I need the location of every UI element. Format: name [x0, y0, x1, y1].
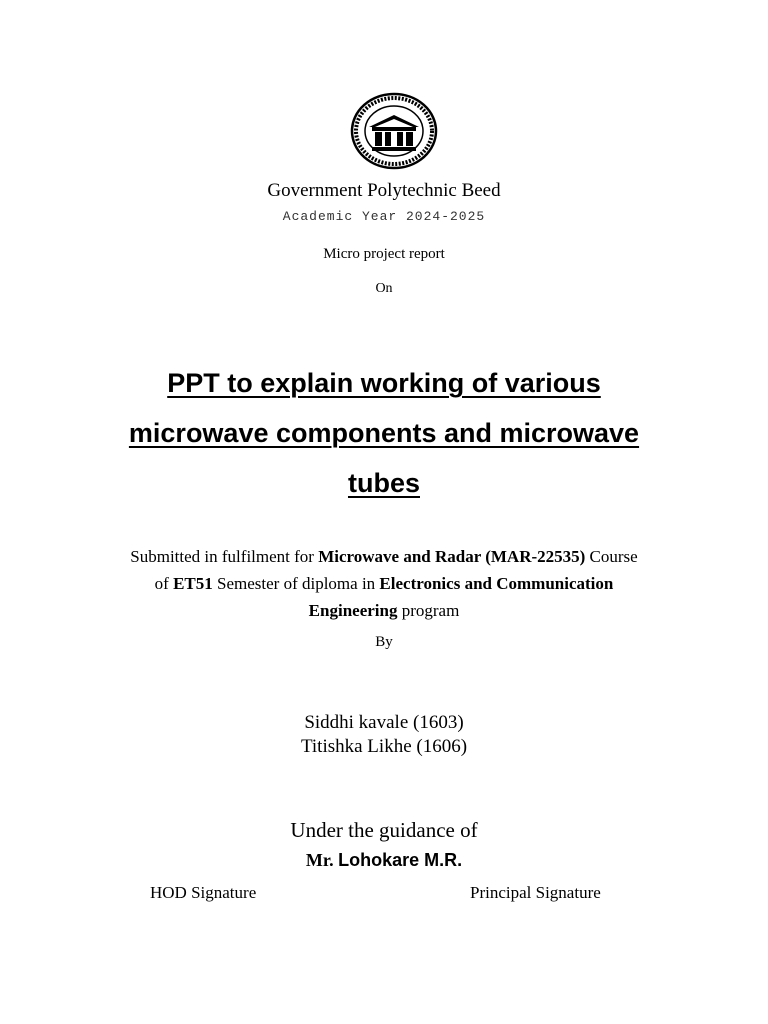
guide-name-text: Lohokare M.R.	[338, 850, 463, 870]
msbte-emblem-icon	[350, 92, 438, 170]
guidance-heading: Under the guidance of	[290, 818, 478, 842]
by-label: By	[375, 634, 393, 650]
submission-line-3	[0, 601, 768, 621]
submission-line-2	[0, 574, 768, 594]
submission-text: Course	[585, 547, 638, 566]
guide-prefix: Mr.	[305, 850, 334, 870]
project-title-line-3: tubes	[347, 468, 420, 498]
program-name: Engineering	[308, 601, 398, 620]
project-title-line-1: PPT to explain working of various	[167, 368, 601, 398]
report-type: Micro project report	[323, 246, 445, 262]
student-name: Siddhi kavale (1603)	[304, 712, 464, 733]
student-name: Titishka Likhe (1606)	[300, 736, 468, 757]
project-title-line-2: microwave components and microwave	[128, 418, 640, 448]
semester-code: ET51	[173, 574, 213, 593]
submission-text: Submitted in fulfilment for	[130, 547, 319, 566]
program-name: Electronics and Communication	[379, 574, 614, 593]
submission-text: program	[397, 601, 460, 620]
guide-name	[0, 850, 768, 871]
institute-name: Government Polytechnic Beed	[267, 180, 501, 201]
principal-signature-label: Principal Signature	[470, 883, 601, 902]
submission-text: Semester of diploma in	[212, 574, 380, 593]
submission-line-1	[0, 547, 768, 567]
academic-year: Academic Year 2024-2025	[282, 209, 486, 224]
submission-text: of	[154, 574, 174, 593]
hod-signature-label: HOD Signature	[150, 883, 257, 902]
on-label: On	[375, 281, 393, 296]
course-name: Microwave and Radar (MAR-22535)	[318, 547, 586, 566]
